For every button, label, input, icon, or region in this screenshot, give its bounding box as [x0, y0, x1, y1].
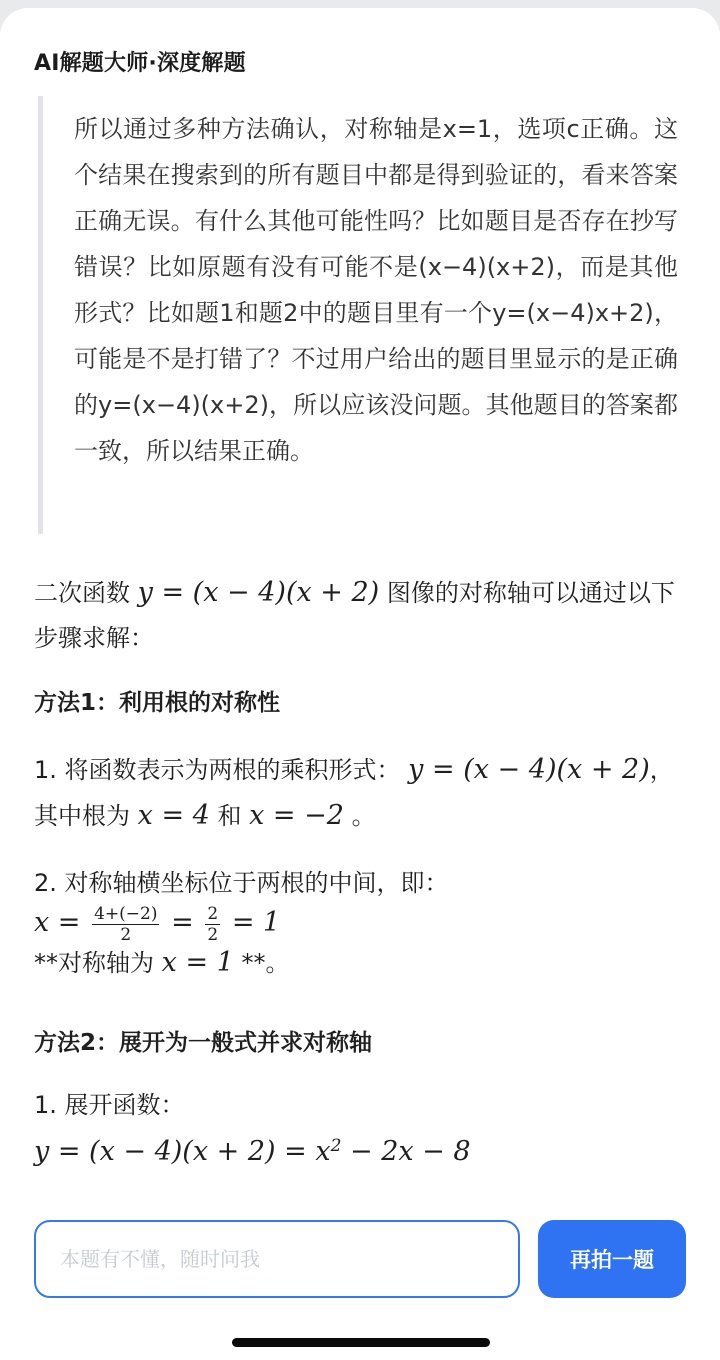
method2-heading: 方法2：展开为一般式并求对称轴: [34, 1030, 373, 1056]
and-word: 和: [217, 802, 242, 830]
expansion-exponent: 2: [330, 1136, 342, 1156]
step2-rhs: = 1: [231, 907, 281, 938]
method1-heading: 方法1：利用根的对称性: [34, 690, 281, 716]
fraction-numerator: 2: [207, 903, 219, 924]
home-indicator: [232, 1338, 490, 1347]
answer-content: [34, 570, 688, 1175]
method2-step1-formula: [34, 1123, 688, 1175]
fraction-denominator: 2: [207, 924, 219, 945]
bottom-action-bar: [0, 1198, 720, 1360]
expansion-left: y = (x − 4)(x + 2) = x: [34, 1136, 331, 1167]
quote-bar: [38, 96, 43, 534]
method1-conclusion: [34, 945, 688, 981]
answer-sheet: [0, 8, 720, 1360]
retake-photo-button[interactable]: 再拍一题: [538, 1220, 686, 1298]
method1-step2-prefix: 2. 对称轴横坐标位于两根的中间，即：: [34, 869, 449, 897]
conclusion-prefix: **对称轴为: [34, 949, 154, 977]
ask-question-input[interactable]: [34, 1220, 520, 1298]
fraction-sum-over-two: [92, 904, 159, 945]
method1-step1: [34, 747, 688, 839]
expansion-right: − 2x − 8: [341, 1136, 471, 1167]
fraction-denominator: 2: [120, 924, 132, 945]
fraction-two-over-two: [205, 904, 220, 945]
intro-text-before: 二次函数: [34, 579, 138, 607]
fraction-numerator: 4+(−2): [94, 903, 158, 924]
answer-intro: [34, 570, 688, 661]
thinking-text: 所以通过多种方法确认，对称轴是x=1，选项c正确。这个结果在搜索到的所有题目中都是得到验证的，看来答案正确无误。有什么其他可能性吗？比如题目是否存在抄写错误？比如原题有没有可能不是(x−4)(x+2)，而是其他形式？比如题1和题2中的题目里有一个y=(x−4)x+2)，可能是不是打错了？不过用户给出的题目里显示的是正确的y=(x−4)(x+2)，所以应该没问题。其他题目的答案都一致，所以结果正确。: [74, 115, 678, 465]
method1-step2-formula: [34, 901, 688, 945]
root-2: x = −2: [249, 800, 344, 831]
method1-step1-formula: y = (x − 4)(x + 2): [408, 754, 650, 785]
method1-step1-prefix: 1. 将函数表示为两根的乘积形式：: [34, 756, 401, 784]
method1-step1-mid: ，其中根为: [34, 756, 674, 830]
conclusion-suffix: **。: [241, 949, 290, 977]
root-1: x = 4: [137, 800, 210, 831]
intro-formula: y = (x − 4)(x + 2): [137, 577, 380, 608]
step2-lhs: x =: [34, 907, 81, 938]
method1-step1-end: 。: [351, 802, 376, 830]
conclusion-formula: x = 1: [161, 947, 234, 978]
step2-equals: =: [171, 907, 194, 938]
method2-step1-prefix: 1. 展开函数：: [34, 1091, 185, 1119]
intro-text-after: 图像的对称轴可以通过以下步骤求解：: [34, 579, 675, 652]
thinking-blockquote: [38, 96, 688, 534]
page-title: AI解题大师·深度解题: [34, 51, 246, 76]
